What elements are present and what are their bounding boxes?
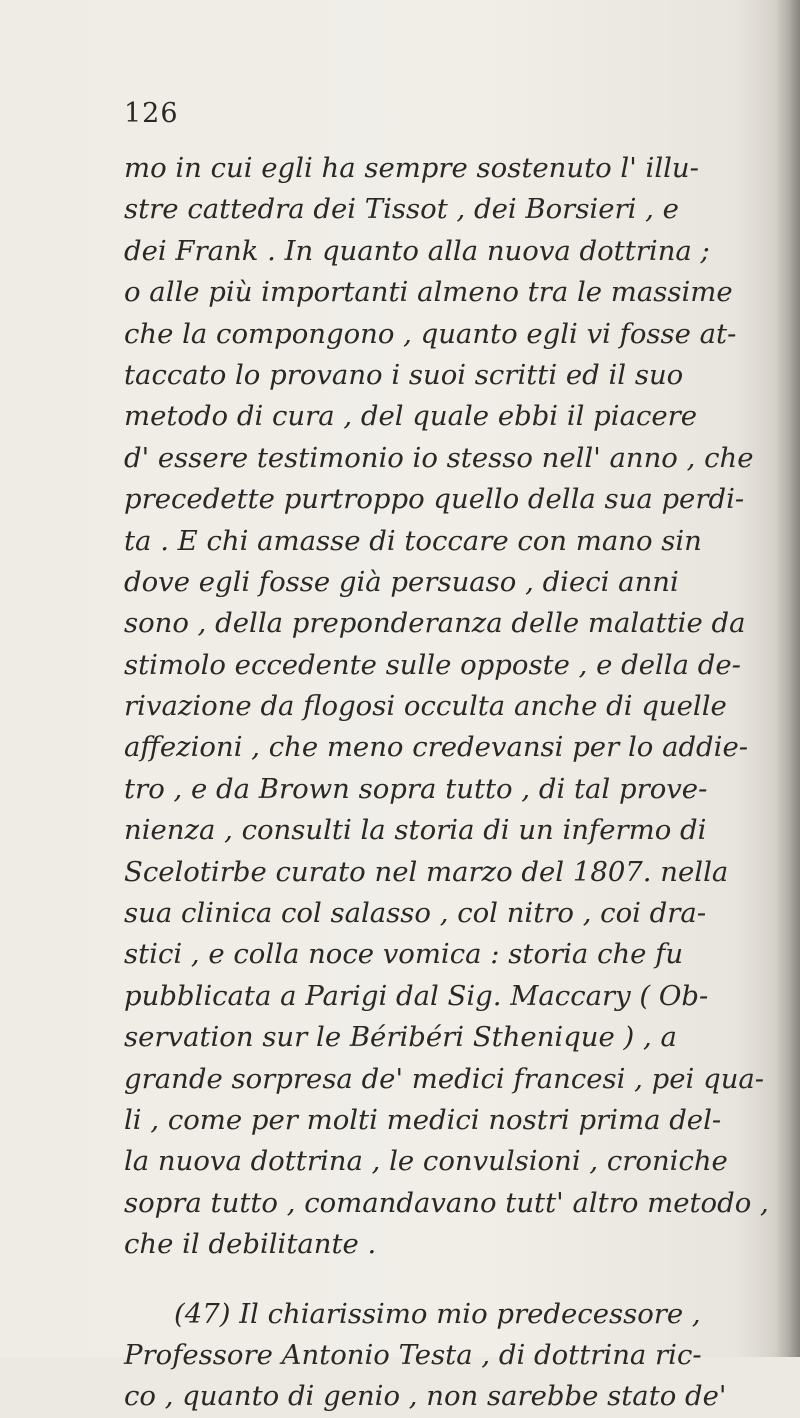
body-text bbox=[124, 148, 769, 1418]
text-line: pubblicata a Parigi dal Sig. Maccary ( Ob- bbox=[124, 979, 709, 1012]
text-line: mo in cui egli ha sempre sostenuto l' illu- bbox=[124, 152, 699, 184]
page-edge-shadow bbox=[776, 0, 800, 1357]
text-line: Professore Antonio Testa , di dottrina ric- bbox=[124, 1338, 702, 1371]
paragraph-main bbox=[124, 148, 769, 1266]
text-line: servation sur le Béribéri Sthenique ) , a bbox=[124, 1021, 677, 1054]
text-line: (47) Il chiarissimo mio predecessore , bbox=[174, 1297, 701, 1330]
text-line: precedette purtroppo quello della sua perdi- bbox=[124, 483, 745, 516]
text-line: o alle più importanti almeno tra le massime bbox=[124, 276, 733, 309]
text-line: sua clinica col salasso , col nitro , coi dra- bbox=[124, 897, 707, 930]
text-line: rivazione da flogosi occulta anche di quelle bbox=[124, 690, 727, 723]
text-line: che il debilitante . bbox=[124, 1228, 377, 1261]
text-line: la nuova dottrina , le convulsioni , croniche bbox=[124, 1145, 728, 1178]
text-line: taccato lo provano i suoi scritti ed il suo bbox=[124, 358, 684, 391]
text-line: nienza , consulti la storia di un infermo di bbox=[124, 814, 707, 847]
page-number: 126 bbox=[124, 98, 179, 129]
text-line: metodo di cura , del quale ebbi il piacere bbox=[124, 400, 698, 433]
text-line: stici , e colla noce vomica : storia che fu bbox=[124, 938, 684, 971]
text-line: affezioni , che meno credevansi per lo addie- bbox=[124, 731, 749, 764]
text-line: tro , e da Brown sopra tutto , di tal prove- bbox=[124, 772, 708, 805]
text-line: dove egli fosse già persuaso , dieci anni bbox=[124, 565, 679, 598]
text-line: ta . E chi amasse di toccare con mano sin bbox=[124, 524, 702, 557]
text-line: dei Frank . In quanto alla nuova dottrina ; bbox=[124, 234, 710, 267]
paragraph-note bbox=[124, 1294, 764, 1418]
text-line: che la compongono , quanto egli vi fosse at- bbox=[124, 317, 737, 350]
text-line: grande sorpresa de' medici francesi , pei qua- bbox=[124, 1062, 765, 1095]
text-line: co , quanto di genio , non sarebbe stato de' bbox=[124, 1380, 727, 1413]
text-line: Scelotirbe curato nel marzo del 1807. nella bbox=[124, 855, 729, 888]
text-line: li , come per molti medici nostri prima del- bbox=[124, 1103, 722, 1136]
text-line: sopra tutto , comandavano tutt' altro metodo , bbox=[124, 1186, 769, 1219]
text-line: d' essere testimonio io stesso nell' anno , che bbox=[124, 441, 754, 474]
text-line: sono , della preponderanza delle malattie da bbox=[124, 607, 746, 640]
text-line: stimolo eccedente sulle opposte , e della de- bbox=[124, 648, 741, 681]
text-line: stre cattedra dei Tissot , dei Borsieri , e bbox=[124, 193, 679, 226]
